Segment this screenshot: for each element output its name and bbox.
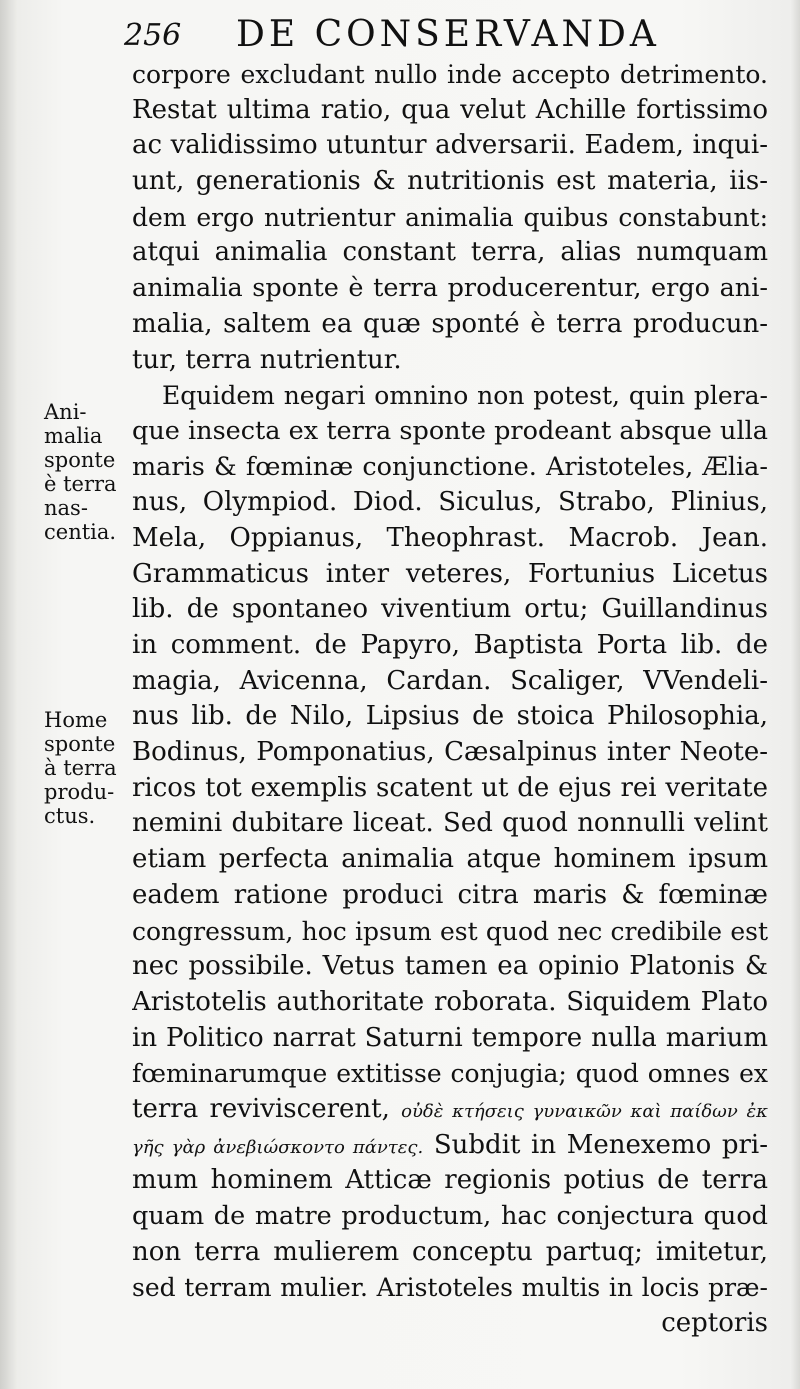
- margin-note-animalia: [44, 400, 134, 544]
- catchword: ceptoris: [661, 1308, 768, 1339]
- text-line: Restat ultima ratio, qua velut Achille fortissimo: [132, 94, 768, 125]
- margin-note-line: ctus.: [44, 804, 96, 828]
- greek-quote-part1: οὐδὲ κτήσεις γυναικῶν καὶ παίδων ἐκ: [401, 1100, 768, 1122]
- text-line: fœminarumque extitisse conjugia; quod omnes ex: [132, 1059, 768, 1089]
- text-line: magia, Avicenna, Cardan. Scaliger, VVendeli-: [132, 665, 768, 696]
- text-line: ricos tot exemplis scatent ut de ejus rei veritate: [132, 772, 768, 803]
- margin-note-line: centia.: [44, 520, 117, 544]
- text-line: dem ergo nutrientur animalia quibus constabunt:: [132, 202, 768, 232]
- text-line: nus, Olympiod. Diod. Siculus, Strabo, Plinius,: [132, 487, 768, 518]
- text-line: non terra mulierem conceptu partuq; imitetur,: [132, 1236, 768, 1267]
- page-edge-shadow: [790, 0, 800, 1389]
- text-line: lib. de spontaneo viventium ortu; Guillandinus: [132, 594, 768, 625]
- running-head: DE CONSERVANDA: [236, 14, 660, 55]
- text-line: Equidem negari omnino non potest, quin plera-: [162, 381, 768, 411]
- text-line: Bodinus, Pomponatius, Cæsalpinus inter Neote-: [132, 737, 768, 768]
- main-text-block: [132, 57, 768, 1342]
- page-number: 256: [124, 18, 182, 53]
- text-line: Mela, Oppianus, Theophrast. Macrob. Jean.: [132, 522, 768, 553]
- text-line: etiam perfecta animalia atque hominem ipsum: [132, 844, 768, 875]
- text-line: animalia sponte è terra producerentur, ergo ani-: [132, 273, 768, 304]
- margin-note-line: sponte: [44, 732, 116, 756]
- latin-segment: terra reviviscerent,: [132, 1093, 390, 1124]
- margin-note-line: nas-: [44, 496, 88, 520]
- text-line: tur, terra nutrientur.: [132, 344, 402, 375]
- text-line: quam de matre productum, hac conjectura quod: [132, 1201, 768, 1231]
- text-line: nec possibile. Vetus tamen ea opinio Platonis &: [132, 951, 768, 982]
- margin-note-line: Ani-: [44, 400, 87, 424]
- text-line: in comment. de Papyro, Baptista Porta lib. de: [132, 630, 768, 660]
- margin-note-line: Home: [44, 708, 108, 732]
- margin-note-homo: [44, 708, 134, 828]
- text-line: nemini dubitare liceat. Sed quod nonnulli velint: [132, 808, 768, 839]
- latin-segment: Subdit in Menexemo pri-: [433, 1129, 768, 1160]
- text-line-with-greek: [132, 1128, 768, 1164]
- text-line: unt, generationis & nutritionis est materia, iis-: [132, 166, 768, 197]
- text-line: mum hominem Atticæ regionis potius de terra: [132, 1165, 768, 1196]
- text-line: congressum, hoc ipsum est quod nec credibile est: [132, 916, 768, 946]
- text-line-with-greek: [132, 1092, 768, 1128]
- page-header: [124, 14, 684, 58]
- text-line: Grammaticus inter veteres, Fortunius Licetus: [132, 558, 768, 589]
- greek-quote-part2: γῆς γὰρ ἀνεβιώσκοντο πάντες.: [132, 1136, 424, 1158]
- page-gutter-shadow: [0, 0, 18, 1389]
- text-line: ac validissimo utuntur adversarii. Eadem, inqui-: [132, 130, 768, 161]
- text-line: Aristotelis authoritate roborata. Siquidem Plato: [132, 986, 768, 1017]
- text-line: corpore excludant nullo inde accepto detrimento.: [132, 60, 768, 89]
- margin-note-line: produ-: [44, 780, 115, 804]
- margin-note-line: è terra: [44, 472, 117, 496]
- text-line: eadem ratione produci citra maris & fœminæ: [132, 879, 768, 910]
- margin-note-line: malia: [44, 424, 103, 448]
- text-line: atqui animalia constant terra, alias numquam: [132, 237, 768, 268]
- text-line: que insecta ex terra sponte prodeant absque ulla: [132, 415, 768, 446]
- margin-note-line: à terra: [44, 756, 117, 780]
- text-line: nus lib. de Nilo, Lipsius de stoica Philosophia,: [132, 701, 768, 732]
- text-line: malia, saltem ea quæ sponté è terra producun-: [132, 308, 768, 339]
- text-line: in Politico narrat Saturni tempore nulla marium: [132, 1022, 768, 1053]
- text-line: sed terram mulier. Aristoteles multis in locis præ-: [132, 1273, 768, 1303]
- text-line: maris & fœminæ conjunctione. Aristoteles, Ælia-: [132, 451, 768, 482]
- margin-note-line: sponte: [44, 448, 116, 472]
